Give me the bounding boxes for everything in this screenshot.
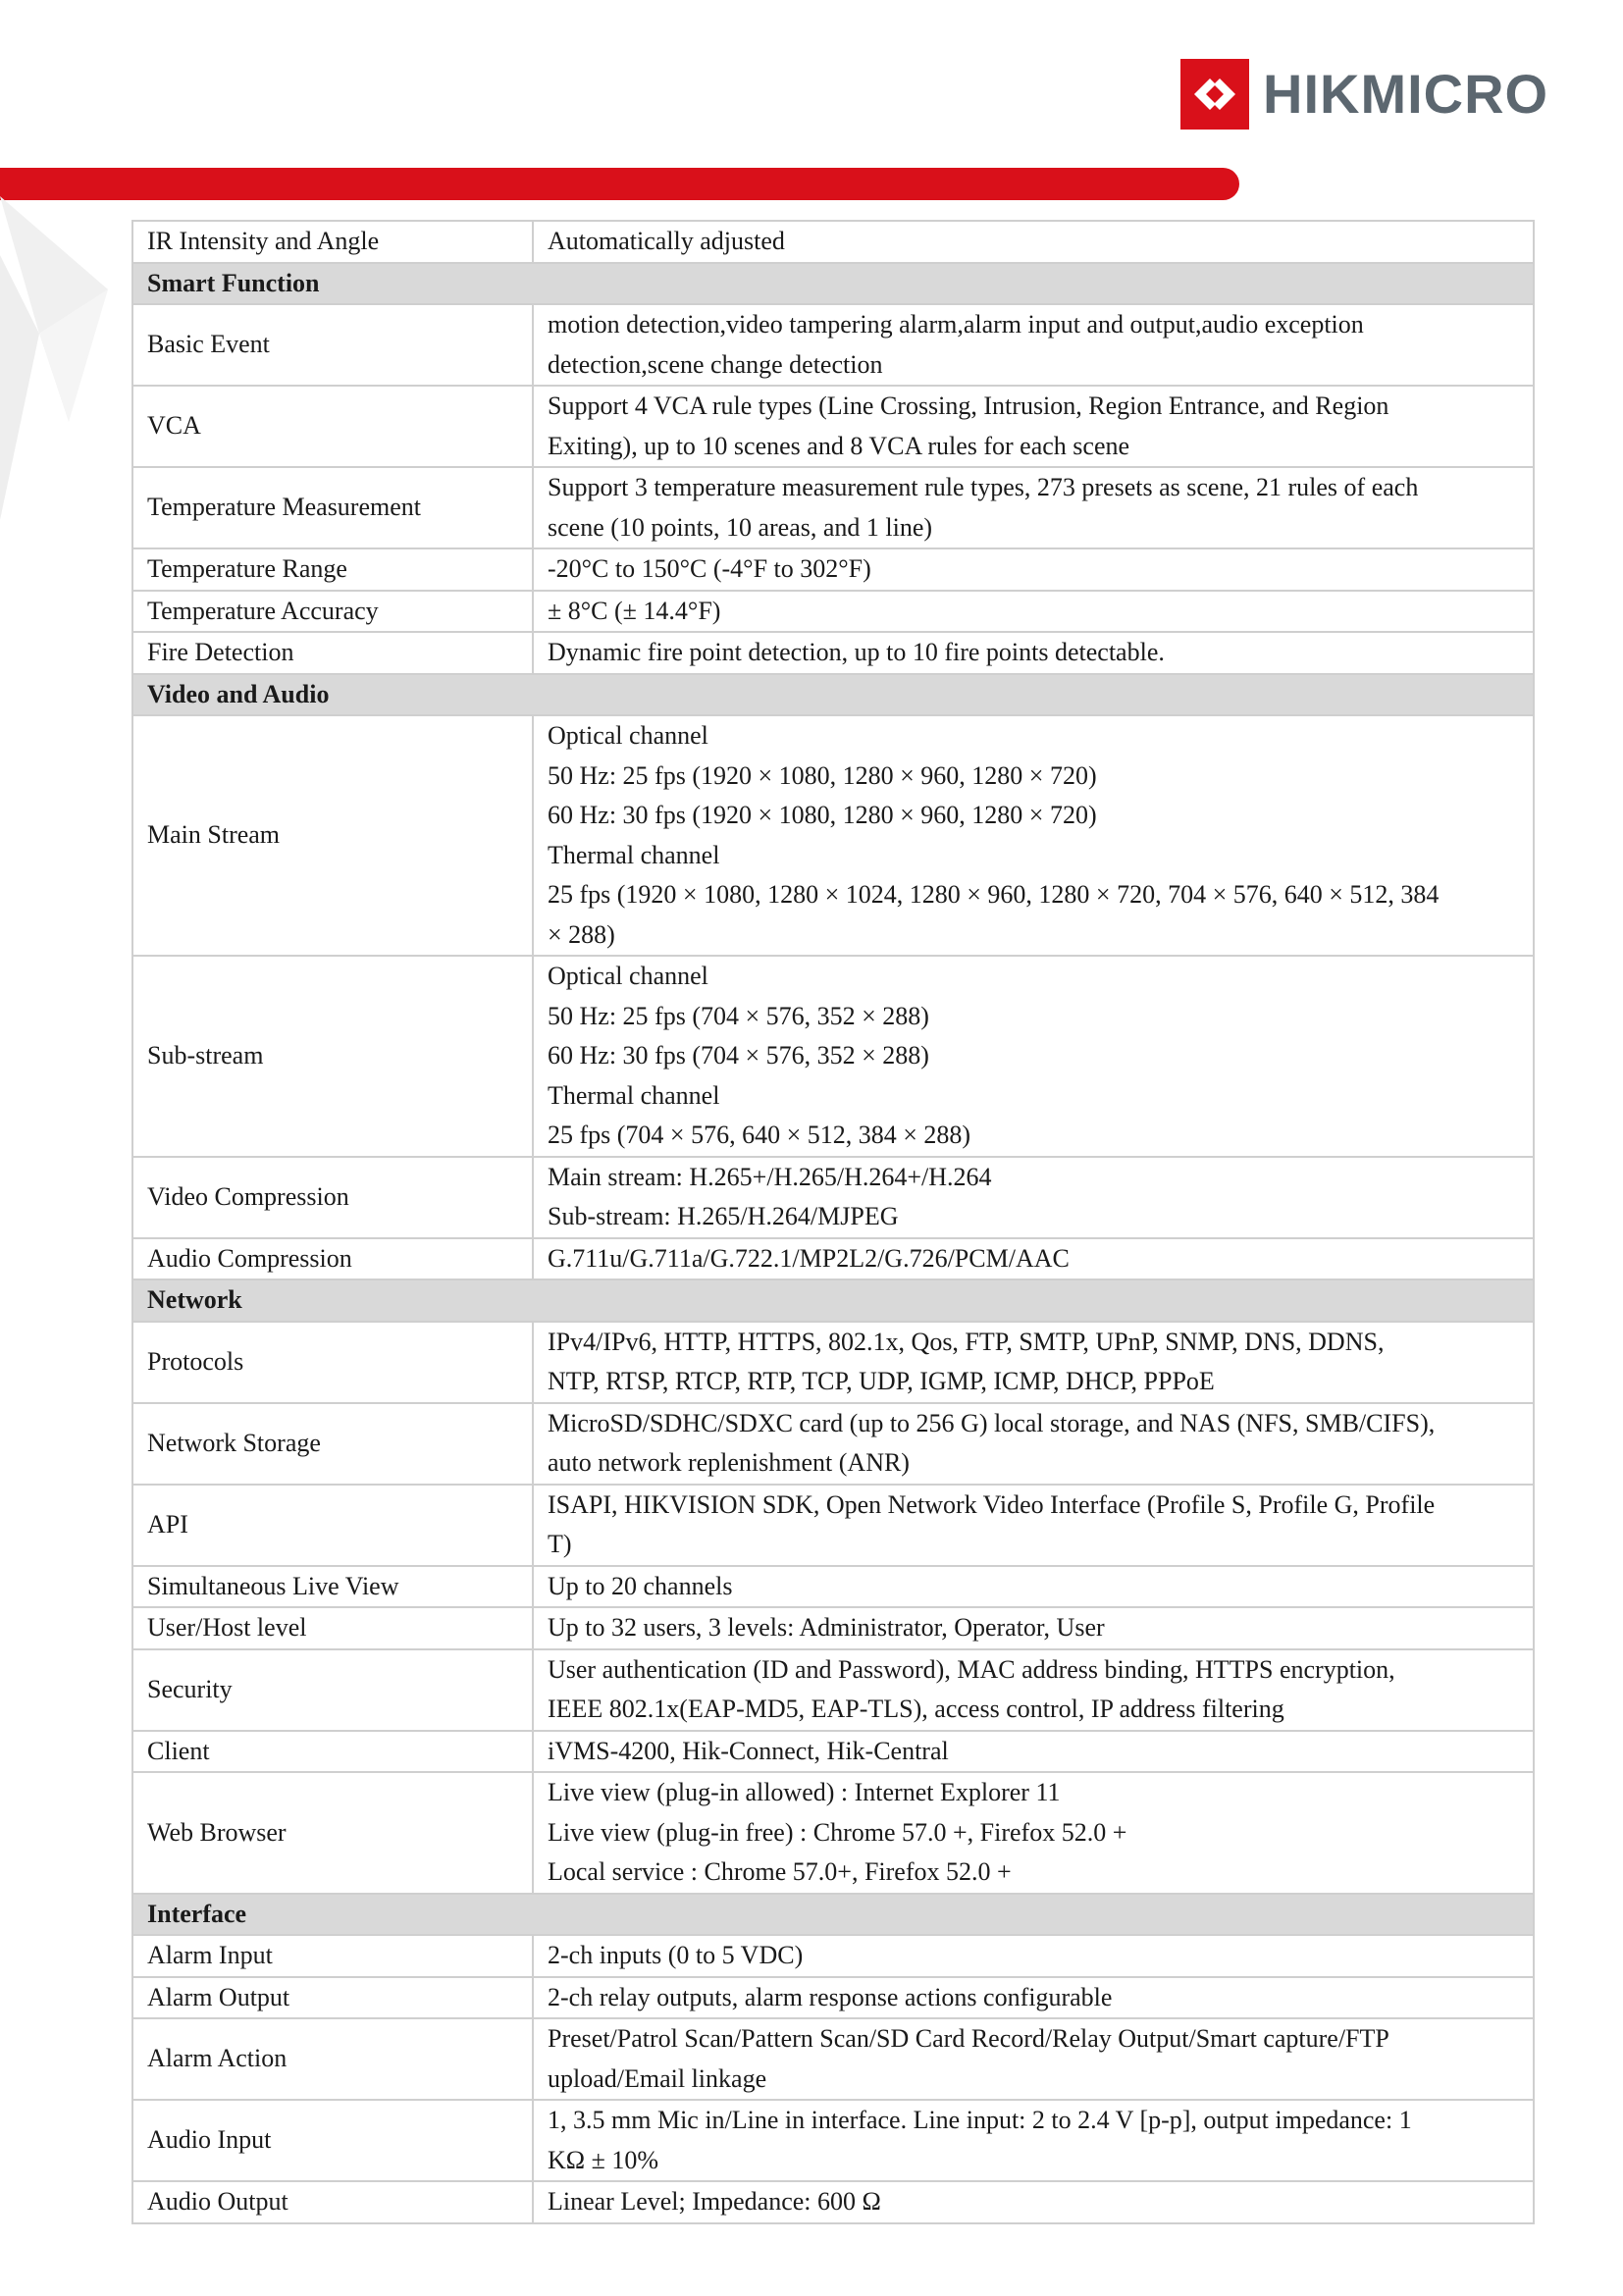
spec-value (533, 467, 1534, 548)
table-row (132, 1977, 1534, 2019)
spec-value-line: Linear Level; Impedance: 600 Ω (548, 2187, 881, 2216)
spec-value-line: -20°C to 150°C (-4°F to 302°F) (548, 554, 871, 583)
spec-value (533, 591, 1534, 633)
spec-value-line: × 288) (548, 919, 615, 949)
spec-value-line: Preset/Patrol Scan/Pattern Scan/SD Card Record/Relay Output/Smart capture/FTP (548, 2024, 1389, 2053)
spec-label: Alarm Output (132, 1977, 533, 2019)
spec-value-line: upload/Email linkage (548, 2063, 767, 2093)
spec-label: Simultaneous Live View (132, 1566, 533, 1608)
spec-label: Fire Detection (132, 632, 533, 674)
table-row (132, 956, 1534, 1157)
spec-label: Video Compression (132, 1157, 533, 1238)
spec-value-line: IEEE 802.1x(EAP-MD5, EAP-TLS), access control, IP address filtering (548, 1695, 1284, 1723)
spec-value-line: ISAPI, HIKVISION SDK, Open Network Video Interface (Profile S, Profile G, Profile (548, 1489, 1436, 1519)
table-row (132, 1157, 1534, 1238)
spec-value-line: 25 fps (1920 × 1080, 1280 × 1024, 1280 × 960, 1280 × 720, 704 × 576, 640 × 512, 384 (548, 880, 1440, 909)
spec-value-line: T) (548, 1530, 572, 1558)
spec-value-line: 1, 3.5 mm Mic in/Line in interface. Line input: 2 to 2.4 V [p-p], output impedance: 1 (548, 2106, 1412, 2134)
section-header-row (132, 1279, 1534, 1322)
spec-value-line: 60 Hz: 30 fps (704 × 576, 352 × 288) (548, 1041, 929, 1070)
spec-value-line: Optical channel (548, 962, 708, 990)
section-title: Smart Function (132, 263, 1534, 305)
table-row (132, 591, 1534, 633)
table-row (132, 304, 1534, 386)
spec-value (533, 632, 1534, 674)
spec-label: VCA (132, 386, 533, 467)
watermark-graphic (0, 196, 118, 530)
spec-label: Audio Compression (132, 1238, 533, 1280)
spec-label: Alarm Input (132, 1935, 533, 1977)
spec-value (533, 2181, 1534, 2223)
spec-value (533, 1935, 1534, 1977)
spec-value-line: scene (10 points, 10 areas, and 1 line) (548, 512, 933, 542)
spec-label: Temperature Accuracy (132, 591, 533, 633)
table-row (132, 632, 1534, 674)
spec-value (533, 548, 1534, 591)
spec-value (533, 1238, 1534, 1280)
table-row (132, 386, 1534, 467)
spec-value-line: Live view (plug-in allowed) : Internet Explorer 11 (548, 1778, 1061, 1806)
spec-value-line: motion detection,video tampering alarm,alarm input and output,audio exception (548, 310, 1364, 339)
spec-label: IR Intensity and Angle (132, 221, 533, 263)
table-row (132, 221, 1534, 263)
spec-label: Basic Event (132, 304, 533, 386)
table-row (132, 1485, 1534, 1566)
spec-value-line: detection,scene change detection (548, 349, 883, 379)
spec-value (533, 1322, 1534, 1403)
spec-label: Client (132, 1731, 533, 1773)
spec-value-line: KΩ ± 10% (548, 2145, 659, 2174)
table-row (132, 1238, 1534, 1280)
spec-value-line: Optical channel (548, 721, 708, 750)
spec-value-line: Up to 32 users, 3 levels: Administrator, Operator, User (548, 1613, 1105, 1642)
spec-value-line: G.711u/G.711a/G.722.1/MP2L2/G.726/PCM/AAC (548, 1243, 1070, 1273)
section-header-row (132, 674, 1534, 716)
spec-value-line: Dynamic fire point detection, up to 10 fire points detectable. (548, 638, 1165, 666)
spec-value-line: 60 Hz: 30 fps (1920 × 1080, 1280 × 960, 1280 × 720) (548, 801, 1097, 829)
section-header-row (132, 263, 1534, 305)
table-row (132, 1403, 1534, 1485)
spec-value (533, 715, 1534, 956)
spec-value (533, 1977, 1534, 2019)
spec-label: Audio Input (132, 2100, 533, 2181)
spec-value (533, 1731, 1534, 1773)
spec-value-line: NTP, RTSP, RTCP, RTP, TCP, UDP, IGMP, ICMP, DHCP, PPPoE (548, 1367, 1215, 1395)
spec-value-line: 2-ch relay outputs, alarm response actions configurable (548, 1982, 1113, 2011)
spec-value-line: ± 8°C (± 14.4°F) (548, 596, 721, 625)
spec-value (533, 1485, 1534, 1566)
table-row (132, 1649, 1534, 1731)
spec-label: Temperature Measurement (132, 467, 533, 548)
spec-value (533, 1772, 1534, 1894)
section-header-row (132, 1894, 1534, 1936)
spec-value (533, 956, 1534, 1157)
spec-value (533, 1649, 1534, 1731)
spec-label: User/Host level (132, 1607, 533, 1649)
table-row (132, 2100, 1534, 2181)
spec-value (533, 221, 1534, 263)
spec-label: Temperature Range (132, 548, 533, 591)
spec-value-line: Main stream: H.265+/H.265/H.264+/H.264 (548, 1162, 992, 1191)
brand-logo (1180, 59, 1548, 130)
table-row (132, 1731, 1534, 1773)
spec-value-line: Local service : Chrome 57.0+, Firefox 52.0 + (548, 1857, 1012, 1886)
spec-value-line: User authentication (ID and Password), MAC address binding, HTTPS encryption, (548, 1654, 1395, 1684)
spec-table (131, 220, 1535, 2224)
table-row (132, 548, 1534, 591)
spec-value-line: Sub-stream: H.265/H.264/MJPEG (548, 1202, 899, 1230)
spec-label: Sub-stream (132, 956, 533, 1157)
spec-value-line: auto network replenishment (ANR) (548, 1448, 910, 1477)
spec-value-line: MicroSD/SDHC/SDXC card (up to 256 G) local storage, and NAS (NFS, SMB/CIFS), (548, 1408, 1436, 1437)
spec-value-line: Support 3 temperature measurement rule types, 273 presets as scene, 21 rules of each (548, 473, 1419, 501)
table-row (132, 467, 1534, 548)
spec-value-line: Thermal channel (548, 1080, 720, 1110)
spec-value (533, 2018, 1534, 2100)
table-row (132, 2181, 1534, 2223)
spec-value-line: 50 Hz: 25 fps (704 × 576, 352 × 288) (548, 1001, 929, 1030)
spec-value (533, 1566, 1534, 1608)
spec-label: API (132, 1485, 533, 1566)
spec-value (533, 386, 1534, 467)
spec-value-line: IPv4/IPv6, HTTP, HTTPS, 802.1x, Qos, FTP, SMTP, UPnP, SNMP, DNS, DDNS, (548, 1327, 1385, 1356)
brand-name: HIKMICRO (1263, 63, 1549, 125)
spec-value-line: 2-ch inputs (0 to 5 VDC) (548, 1941, 804, 1969)
table-row (132, 2018, 1534, 2100)
header-accent-bar (0, 168, 1239, 200)
spec-value-line: iVMS-4200, Hik-Connect, Hik-Central (548, 1736, 949, 1765)
spec-value-line: 25 fps (704 × 576, 640 × 512, 384 × 288) (548, 1121, 971, 1149)
spec-value (533, 1403, 1534, 1485)
spec-value-line: Live view (plug-in free) : Chrome 57.0 +, Firefox 52.0 + (548, 1817, 1127, 1847)
spec-label: Protocols (132, 1322, 533, 1403)
spec-label: Main Stream (132, 715, 533, 956)
spec-label: Audio Output (132, 2181, 533, 2223)
spec-label: Security (132, 1649, 533, 1731)
table-row (132, 715, 1534, 956)
spec-value (533, 1157, 1534, 1238)
spec-label: Network Storage (132, 1403, 533, 1485)
table-row (132, 1566, 1534, 1608)
section-title: Interface (132, 1894, 1534, 1936)
spec-value-line: 50 Hz: 25 fps (1920 × 1080, 1280 × 960, 1280 × 720) (548, 760, 1097, 790)
spec-value (533, 1607, 1534, 1649)
table-row (132, 1935, 1534, 1977)
spec-value (533, 304, 1534, 386)
section-title: Video and Audio (132, 674, 1534, 716)
hikmicro-logo-icon (1180, 59, 1249, 130)
spec-label: Alarm Action (132, 2018, 533, 2100)
spec-value (533, 2100, 1534, 2181)
table-row (132, 1607, 1534, 1649)
spec-value-line: Automatically adjusted (548, 227, 785, 255)
section-title: Network (132, 1279, 1534, 1322)
spec-label: Web Browser (132, 1772, 533, 1894)
spec-value-line: Exiting), up to 10 scenes and 8 VCA rules for each scene (548, 431, 1130, 460)
table-row (132, 1772, 1534, 1894)
spec-value-line: Thermal channel (548, 840, 720, 869)
table-row (132, 1322, 1534, 1403)
spec-value-line: Support 4 VCA rule types (Line Crossing, Intrusion, Region Entrance, and Region (548, 391, 1389, 420)
spec-value-line: Up to 20 channels (548, 1571, 733, 1600)
